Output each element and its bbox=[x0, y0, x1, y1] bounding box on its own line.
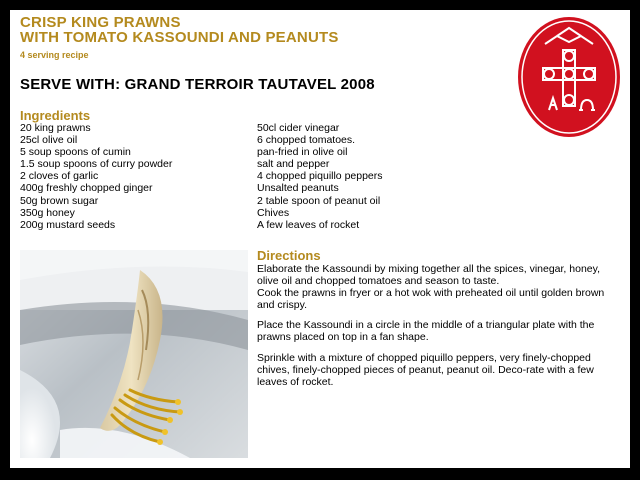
ingredient-item: Chives bbox=[257, 206, 290, 219]
ingredient-item: Unsalted peanuts bbox=[257, 182, 339, 195]
ingredient-item: 4 chopped piquillo peppers bbox=[257, 170, 383, 183]
recipe-card bbox=[10, 10, 630, 468]
ingredient-item: 350g honey bbox=[20, 206, 75, 219]
ingredient-item: 5 soup spoons of cumin bbox=[20, 146, 131, 159]
recipe-title bbox=[20, 15, 339, 45]
ingredient-item: 200g mustard seeds bbox=[20, 218, 116, 231]
directions-paragraph: Cook the prawns in fryer or a hot wok with preheated oil until golden brown and crispy. bbox=[257, 287, 605, 312]
ingredient-item: 400g freshly chopped ginger bbox=[20, 182, 153, 195]
ingredient-item: 2 table spoon of peanut oil bbox=[257, 194, 381, 207]
directions-paragraph: Elaborate the Kassoundi by mixing together all the spices, vinegar, honey, olive oil and chopped tomatoes and season to taste. bbox=[257, 263, 601, 288]
serve-with-heading: SERVE WITH: GRAND TERROIR TAUTAVEL 2008 bbox=[20, 76, 375, 93]
prawn-photo bbox=[20, 250, 248, 458]
ingredient-item: 50cl cider vinegar bbox=[257, 122, 340, 134]
ingredients-heading: Ingredients bbox=[20, 108, 91, 123]
ingredient-item: pan-fried in olive oil bbox=[257, 146, 348, 159]
title-line-1: CRISP KING PRAWNS bbox=[20, 14, 181, 31]
ingredient-item: 20 king prawns bbox=[20, 122, 91, 134]
ingredient-item: A few leaves of rocket bbox=[257, 218, 360, 231]
directions-text bbox=[257, 263, 619, 396]
ingredients-column-1 bbox=[20, 122, 172, 231]
title-line-2: WITH TOMATO KASSOUNDI AND PEANUTS bbox=[20, 29, 339, 46]
directions-paragraph: Place the Kassoundi in a circle in the middle of a triangular plate with the prawns placed on top in a fan shape. bbox=[257, 319, 595, 344]
ingredient-item: 50g brown sugar bbox=[20, 194, 99, 207]
ingredient-item: 25cl olive oil bbox=[20, 134, 78, 147]
directions-heading: Directions bbox=[257, 248, 321, 263]
directions-paragraph: Sprinkle with a mixture of chopped piquillo peppers, very finely-chopped chives, finely-chopped pieces of peanut, peanut oil. Deco-rate with a few leaves of rocket. bbox=[257, 351, 594, 388]
ingredient-item: 1.5 soup spoons of curry powder bbox=[20, 158, 173, 171]
ingredient-item: 6 chopped tomatoes. bbox=[257, 134, 356, 147]
servings-label: 4 serving recipe bbox=[20, 50, 89, 60]
ingredients-column-2 bbox=[257, 122, 383, 231]
cross-emblem-icon bbox=[515, 14, 623, 140]
ingredient-item: 2 cloves of garlic bbox=[20, 170, 99, 183]
ingredient-item: salt and pepper bbox=[257, 158, 330, 171]
